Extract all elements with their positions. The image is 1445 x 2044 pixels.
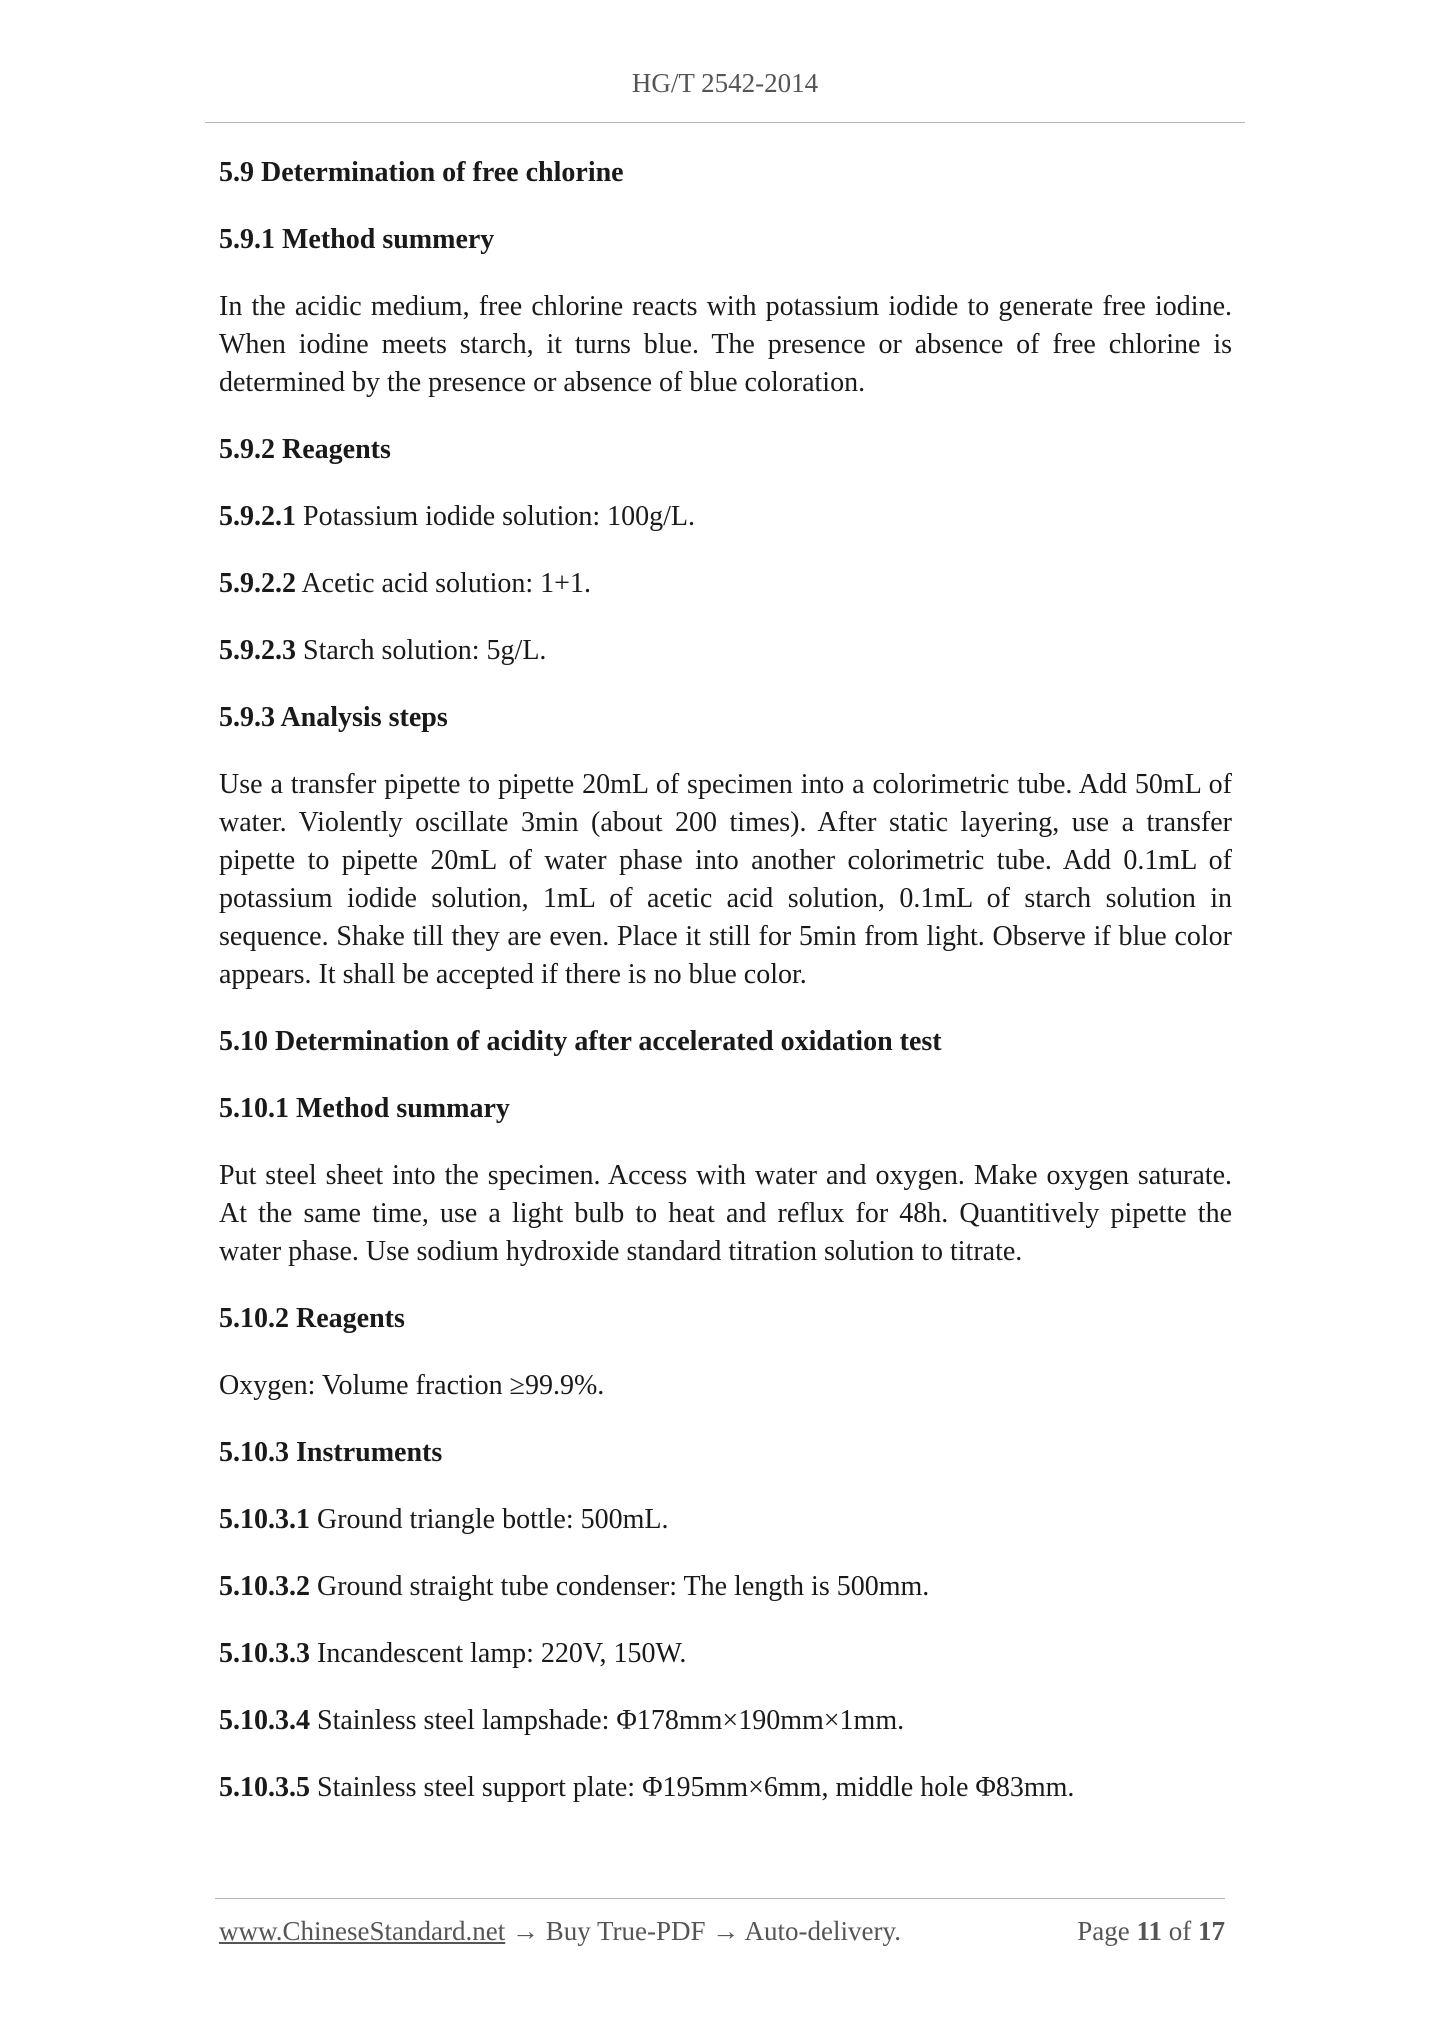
- page-of-label: of: [1162, 1916, 1198, 1946]
- clause-text: Stainless steel lampshade: Φ178mm×190mm×1mm.: [310, 1705, 905, 1736]
- section-heading: 5.10 Determination of acidity after accelerated oxidation test: [219, 1026, 942, 1057]
- paragraph: In the acidic medium, free chlorine reacts with potassium iodide to generate free iodine. When iodine meets starch, it turns blue. The presence or absence of free chlorine is determined by the presence or absence of blue coloration.: [219, 291, 1232, 398]
- clause-number: 5.9.2.1: [219, 501, 296, 532]
- clause-text: Starch solution: 5g/L.: [296, 635, 547, 666]
- subsection-heading: 5.9.2 Reagents: [219, 434, 391, 465]
- instrument-item: [219, 1635, 1232, 1673]
- instrument-item: [219, 1501, 1232, 1539]
- clause-text: Acetic acid solution: 1+1.: [296, 568, 591, 599]
- footer-divider: [215, 1898, 1225, 1899]
- section-heading: 5.9 Determination of free chlorine: [219, 157, 624, 188]
- subsection-heading: 5.9.1 Method summery: [219, 224, 495, 255]
- footer-promo: [219, 1916, 901, 1947]
- page-label: Page: [1077, 1916, 1137, 1946]
- clause-text: Ground straight tube condenser: The length is 500mm.: [310, 1571, 930, 1602]
- document-body: [219, 154, 1232, 1836]
- clause-number: 5.9.2.2: [219, 568, 296, 599]
- footer-tagline: → Buy True-PDF → Auto-delivery.: [505, 1916, 901, 1946]
- clause-number: 5.10.3.1: [219, 1504, 310, 1535]
- paragraph: Use a transfer pipette to pipette 20mL of specimen into a colorimetric tube. Add 50mL of water. Violently oscillate 3min (about 200 times). After static layering, use a transfer pipette to pipette 20mL of water phase into another colorimetric tube. Add 0.1mL of potassium iodide solution, 1mL of acetic acid solution, 0.1mL of starch solution in sequence. Shake till they are even. Place it still for 5min from light. Observe if blue color appears. It shall be accepted if there is no blue color.: [219, 769, 1232, 990]
- instrument-item: [219, 1769, 1232, 1807]
- paragraph: Oxygen: Volume fraction ≥99.9%.: [219, 1370, 605, 1401]
- reagent-item: [219, 565, 1232, 603]
- clause-text: Incandescent lamp: 220V, 150W.: [310, 1638, 687, 1669]
- subsection-heading: 5.9.3 Analysis steps: [219, 702, 448, 733]
- page-indicator: [1077, 1916, 1225, 1947]
- site-link[interactable]: www.ChineseStandard.net: [219, 1916, 506, 1946]
- clause-text: Ground triangle bottle: 500mL.: [310, 1504, 669, 1535]
- clause-text: Potassium iodide solution: 100g/L.: [296, 501, 696, 532]
- clause-number: 5.10.3.2: [219, 1571, 310, 1602]
- clause-text: Stainless steel support plate: Φ195mm×6mm, middle hole Φ83mm.: [310, 1772, 1075, 1803]
- subsection-heading: 5.10.2 Reagents: [219, 1303, 405, 1334]
- clause-number: 5.10.3.3: [219, 1638, 310, 1669]
- instrument-item: [219, 1568, 1232, 1606]
- clause-number: 5.9.2.3: [219, 635, 296, 666]
- page-total: 17: [1198, 1916, 1225, 1946]
- subsection-heading: 5.10.3 Instruments: [219, 1437, 443, 1468]
- header-divider: [205, 122, 1245, 123]
- page-current: 11: [1136, 1916, 1162, 1946]
- document-id-header: HG/T 2542-2014: [631, 68, 819, 98]
- reagent-item: [219, 632, 1232, 670]
- reagent-item: [219, 498, 1232, 536]
- clause-number: 5.10.3.5: [219, 1772, 310, 1803]
- clause-number: 5.10.3.4: [219, 1705, 310, 1736]
- subsection-heading: 5.10.1 Method summary: [219, 1093, 510, 1124]
- paragraph: Put steel sheet into the specimen. Access with water and oxygen. Make oxygen saturate. At the same time, use a light bulb to heat and reflux for 48h. Quantitively pipette the water phase. Use sodium hydroxide standard titration solution to titrate.: [219, 1160, 1232, 1267]
- instrument-item: [219, 1702, 1232, 1740]
